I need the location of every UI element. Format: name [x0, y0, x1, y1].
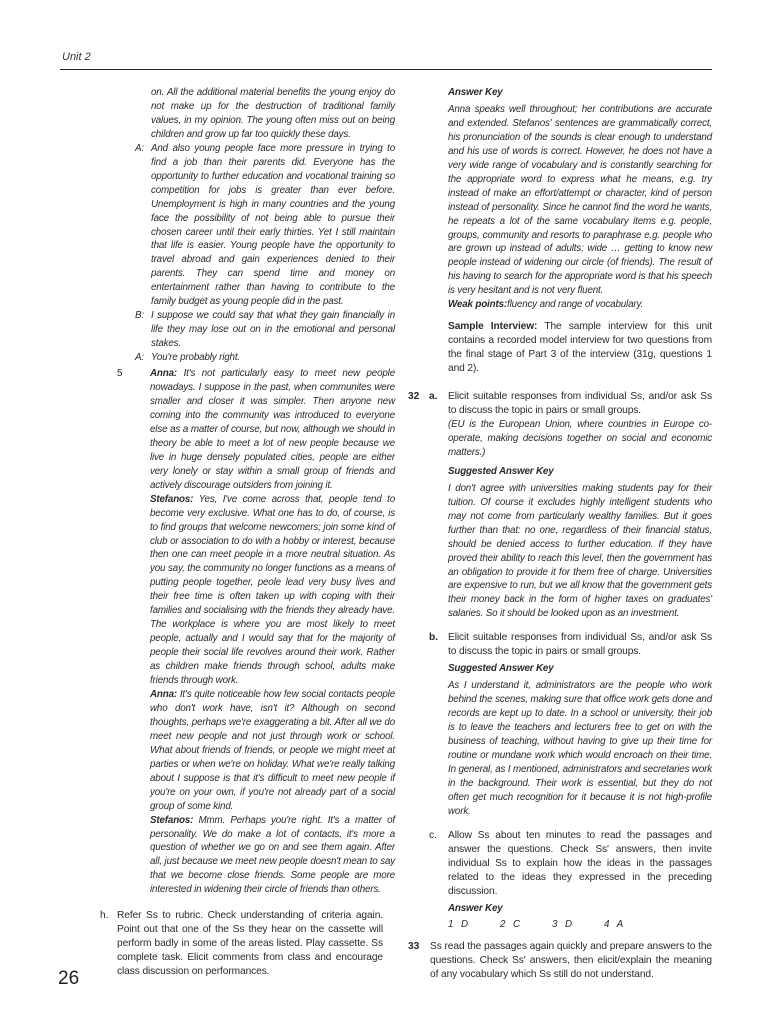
item-32: 32 a. Elicit suitable responses from individual Ss, and/or ask Ss to discuss the topic in pairs or small groups. (EU is the European Union, where countries in Europe co-operate, making decisions together on social and economic matters.) Suggested Answer Key I don't agree with universities making students pay for their tuition. Of course it excludes highly intelligent students who may not come from particularly wealthy families. But it goes further than that: no one, regardless of their financial status, should be denied access to further education. If they have proved their ability to reach this level, then the government has an obligation to provide it for them free of charge. Universities are expensive to run, but we all know that the government gets their money back in the form of higher taxes on graduates' salaries. So it should be looked upon as an investment. [408, 391, 712, 620]
dialogue-turn: A: And also young people face more pressure in trying to find a job than their parents did. Everyone has the opportunity to further education and vocational training so competition for jobs is greater than ever before. Unemployment is high in many countries and the young face the possibility of not being able to pursue their chosen career until their early thirties. Yet I still maintain that life is easier. Young people have the opportunity to travel abroad and gain experiences denied to their parents. They can spend time and money on entertainment rather than having to contribute to the family budget as young people did in the past. [135, 142, 395, 308]
right-column [408, 86, 712, 982]
dialogue-text: You're probably right. [151, 352, 240, 364]
item-5 [117, 367, 395, 897]
item-32c: c. Allow Ss about ten minutes to read the passages and answer the questions. Check Ss' answers, then invite individual Ss to explain how the ideas in the passages related to the ideas they expressed in the preceding discussion. Answer Key 1 D 2 C 3 D 4 A [429, 829, 712, 931]
sample-interview: Sample Interview: The sample interview for this unit contains a recorded model interview for two questions from the final stage of Part 3 of the interview (31g, questions 1 and 2). [448, 321, 712, 375]
dialogue-turn: A: You're probably right. [135, 351, 395, 365]
answer-key-heading: Answer Key [448, 903, 503, 915]
dialogue-turn: B: I suppose we could say that what they gain financially in life they may lose out on in the emotional and personal stakes. [135, 310, 395, 350]
page-number: 26 [58, 968, 80, 989]
dialogue-turn: Anna: It's quite noticeable how few social contacts people who don't work have, isn't it? Although on second thoughts, perhaps we're exaggerating a bit. After all we do meet new people and not just through work or school. What about friends of friends, or people we might meet at parties or when we're on holiday. What we're really talking about I suppose is that it's difficult to meet new people if you're on your own, if you're not already part of a social group of some kind. [150, 688, 395, 812]
suggested-answer-key-heading: Suggested Answer Key [448, 663, 554, 675]
answer-key-block: Answer Key Anna speaks well throughout; her contributions are accurate and extended. Stefanos' sentences are grammatically correct, his pronunciation of the sounds is clear enough to understand and his use of words is correct. However, he does not have a very wide range of vocabulary and is constantly searching for the appropriate word to express what he means, e.g. try instead of make an effort/attempt or character, kind of person instead of personality. Since he cannot find the word he wants, he repeats a lot of the same vocabulary items e.g. people, groups, community and resorts to paraphrase e.g. people who are grown up instead of adults; wide … getting to know new people instead of widening our circle (of friends). The result of his having to search for the appropriate word is that his speech is very hesitant and is not very fluent. Weak points:fluency and range of vocabulary. [448, 87, 712, 311]
item-number: 32 [408, 391, 420, 403]
left-column [100, 86, 395, 979]
suggested-answer-key-heading: Suggested Answer Key [448, 465, 554, 477]
dialogue-continuation [135, 86, 395, 365]
item-number: 33 [408, 941, 420, 953]
item-33: 33 Ss read the passages again quickly and prepare answers to the questions. Check Ss' answers, then elicit/explain the meaning of any vocabulary which Ss still do not understand. [408, 941, 712, 981]
dialogue-turn [135, 86, 395, 142]
dialogue-turn: Stefanos: Yes, I've come across that, people tend to become very exclusive. What one has to do, of course, is to find groups that welcome newcomers; join some kind of club or association to do with a hobby or interest, because then one can meet people in a more neutral situation. As you say, the community no longer functions as a means of putting people together, peole lead very busy lives and their free time is often taken up with coping with their families and socialising with the friends they already have. The workplace is where you are most likely to meet people, actually and I would say that for the majority of people their social life revolves around their work. Rather as children make friends through school, adults make friends through work. [150, 493, 395, 687]
header-rule [60, 69, 712, 70]
item-32b: b. Elicit suitable responses from individual Ss, and/or ask Ss to discuss the topic in pairs or small groups. Suggested Answer Key As I understand it, administrators are the people who work behind the scenes, making sure that office work gets done and records are kept up to date. In a school or university, their job is to leave the teachers and lecturers free to get on with the business of teaching, without having to give up their time for routine or mundane work which would encroach on their time. In general, as I mentioned, administrators and secretaries work in the background. Their work is essential, but they do not often get much recognition for it because it is not high-profile work. [429, 632, 712, 817]
dialogue-text: I suppose we could say that what they gain financially in life they may lose out on in the emotional and personal stakes. [151, 310, 395, 350]
dialogue-text: on. All the additional material benefits the young enjoy do not make up for the destruction of traditional family values, in my opinion. The young often miss out on being children and grow up far too quickly these days. [151, 87, 395, 140]
answer-list: 1 D 2 C 3 D 4 A [448, 919, 624, 931]
dialogue-turn: Stefanos: Mmm. Perhaps you're right. It's a matter of personality. We do make a lot of contacts, it's more a question of whether we go on and see them again. After all, just because we meet new people doesn't mean to say that we become close friends. Some people are more interested in widening their circle of friends than others. [150, 814, 395, 896]
dialogue-turn: Anna: It's not particularly easy to meet new people nowadays. I suppose in the past, when communites were smaller and closer it was simpler. Then anyone new coming into the community was introduced to everyone else as a matter of course, but now, although we should in theory be able to meet a lot of new people because we live in huge densely populated cities, people are either very lonely or stay within a small group of friends and actively discourage outsiders from joining it. [150, 368, 395, 491]
item-h: h. Refer Ss to rubric. Check understanding of criteria again. Point out that one of the Ss they hear on the cassette will perform badly in some of the areas listed. Play cassette. Ss complete task. Elicit comments from class and encourage class discussion on performances. [100, 910, 383, 978]
running-header: Unit 2 [62, 51, 91, 63]
answer-key-heading: Answer Key [448, 87, 503, 98]
dialogue-text: And also young people face more pressure in trying to find a job than their parents did. Everyone has the opportunity to further education and vocational training so competition for jobs is greater than ever before. Unemployment is high in many countries and the young face the possibility of not being able to pursue their chosen career until their early thirties. Yet I still maintain that life is easier. Young people have the opportunity to travel abroad and gain experiences denied to their parents. They can spend time and money on entertainment rather than having to contribute to the family budget as young people did in the past. [151, 142, 395, 308]
item-number: 5 [117, 368, 123, 380]
